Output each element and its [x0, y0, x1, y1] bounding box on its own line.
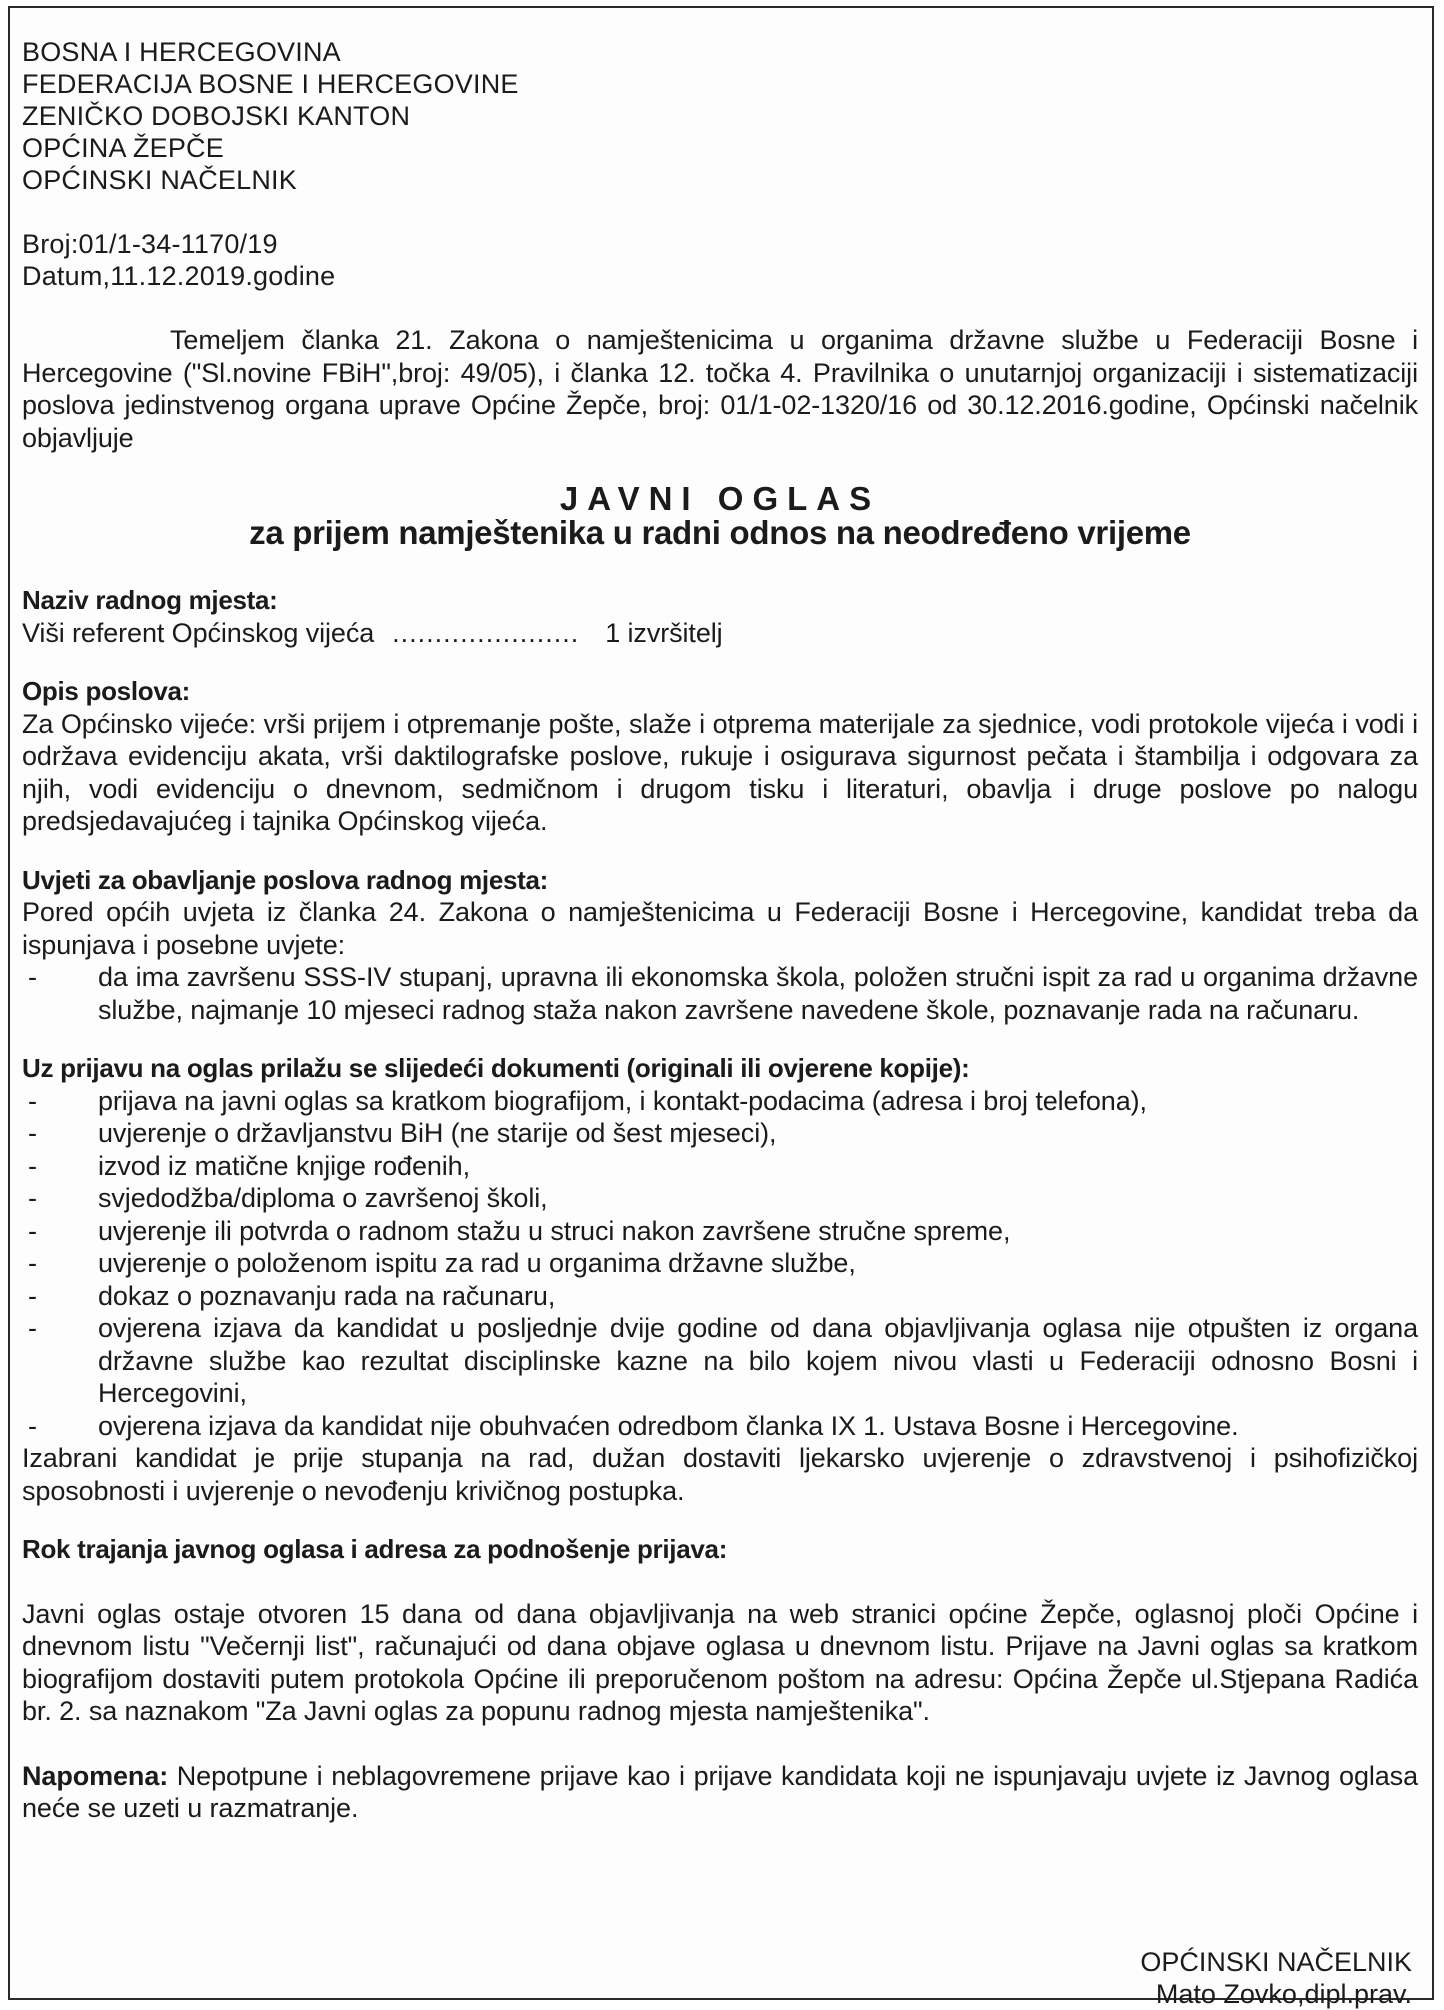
deadline-paragraph: Javni oglas ostaje otvoren 15 dana od dana objavljivanja na web stranici općine Žepče, oglasnoj ploči Općine i dnevnom listu "Večernji list", računajući od dana objave oglasa u dnevnom listu. Prijave na Javni oglas sa kratkom biografijom dostaviti putem protokola Općine ili preporučenom poštom na adresu: Općina Žepče ul.Stjepana Radića br. 2. sa naznakom "Za Javni oglas za popunu radnog mjesta namještenika". — [22, 1598, 1418, 1726]
remark-label: Napomena: — [22, 1760, 169, 1791]
list-item: - prijava na javni oglas sa kratkom biografijom, i kontakt-podacima (adresa i broj telefona), — [22, 1085, 1418, 1118]
list-item: - uvjerenje o položenom ispitu za rad u organima državne službe, — [22, 1247, 1418, 1280]
intro-paragraph: Temeljem članka 21. Zakona o namještenicima u organima državne službe u Federaciji Bosne i Hercegovine ("Sl.novine FBiH",broj: 49/05), i članka 12. točka 4. Pravilnika o unutarnjoj organizaciji i sistematizaciji poslova jedinstvenog organa uprave Općine Žepče, broj: 01/1-02-1320/16 od 30.12.2016.godine, Općinski načelnik objavljuje — [22, 325, 1418, 453]
section-heading-documents: Uz prijavu na oglas prilažu se slijedeći dokumenti (originali ili ovjerene kopije): — [22, 1053, 970, 1083]
position-line — [22, 617, 1418, 650]
position-name: Viši referent Općinskog vijeća — [22, 617, 375, 648]
list-item: - ovjerena izjava da kandidat u posljednje dvije godine od dana objavljivanja oglasa nije otpušten iz organa državne službe kao rezultat disciplinske kazne na bilo kojem nivou vlasti u Federaciji odnosno Bosni i Hercegovini, — [22, 1312, 1418, 1410]
duties-paragraph: Za Općinsko vijeće: vrši prijem i otpremanje pošte, slaže i otprema materijale za sjednice, vodi protokole vijeća i vodi i održava evidenciju akata, vrši daktilografske poslove, rukuje i osigurava sigurnost pečata i štambilja i odgovara za njih, vodi evidenciju o dnevnom, sedmičnom i drugom tisku i literaturi, obavlja i druge poslove po nalogu predsjedavajućeg i tajnika Općinskog vijeća. — [22, 708, 1418, 836]
signature-name: Mato Zovko,dipl.prav. — [1155, 1979, 1412, 2009]
list-item: - ovjerena izjava da kandidat nije obuhvaćen odredbom članka IX 1. Ustava Bosne i Hercegovine. — [22, 1410, 1418, 1443]
documents-list — [22, 1085, 1418, 1443]
issuer-header — [22, 36, 1418, 196]
header-line-canton: ZENIČKO DOBOJSKI KANTON — [22, 101, 411, 131]
remark-text: Nepotpune i neblagovremene prijave kao i prijave kandidata koji ne ispunjavaju uvjete iz Javnog oglasa neće se uzeti u razmatranje. — [22, 1760, 1418, 1823]
header-line-federation: FEDERACIJA BOSNE I HERCEGOVINE — [22, 69, 519, 99]
list-item: - svjedodžba/diploma o završenoj školi, — [22, 1182, 1418, 1215]
list-item: - da ima završenu SSS-IV stupanj, upravna ili ekonomska škola, položen stručni ispit za rad u organima državne službe, najmanje 10 mjeseci radnog staža nakon završene navedene škole, poznavanje rada na računaru. — [22, 961, 1418, 1026]
list-item: - uvjerenje o državljanstvu BiH (ne starije od šest mjeseci), — [22, 1117, 1418, 1150]
spacer — [22, 1566, 1418, 1598]
list-item: - izvod iz matične knjige rođenih, — [22, 1150, 1418, 1183]
reference-number: Broj:01/1-34-1170/19 — [22, 229, 278, 259]
documents-note: Izabrani kandidat je prije stupanja na rad, dužan dostaviti ljekarsko uvjerenje o zdravstvenoj i psihofizičkoj sposobnosti i uvjerenje o nevođenju krivičnog postupka. — [22, 1443, 1418, 1506]
reference-date: Datum,11.12.2019.godine — [22, 261, 336, 291]
title-subtitle: za prijem namještenika u radni odnos na neodređeno vrijeme — [249, 514, 1191, 551]
notice-title — [22, 482, 1418, 550]
spacer — [22, 292, 1418, 324]
section-heading-requirements: Uvjeti za obavljanje poslova radnog mjesta: — [22, 864, 549, 895]
spacer — [22, 196, 1418, 228]
section-heading-duties: Opis poslova: — [22, 676, 191, 706]
section-heading-position: Naziv radnog mjesta: — [22, 585, 278, 615]
reference-block — [22, 228, 1418, 292]
header-line-country: BOSNA I HERCEGOVINA — [22, 37, 341, 67]
list-item: - dokaz o poznavanju rada na računaru, — [22, 1280, 1418, 1313]
spacer — [22, 1728, 1418, 1760]
title-main: JAVNI OGLAS — [559, 480, 881, 517]
section-heading-deadline: Rok trajanja javnog oglasa i adresa za podnošenje prijava: — [22, 1534, 728, 1564]
header-line-municipality: OPĆINA ŽEPČE — [22, 133, 224, 163]
signature-block — [1140, 1946, 1412, 2010]
notice-document — [8, 6, 1434, 2009]
position-dots: ...................... — [392, 617, 580, 648]
notice-content — [22, 36, 1418, 1825]
signature-title: OPĆINSKI NAČELNIK — [1140, 1947, 1412, 1977]
header-line-office: OPĆINSKI NAČELNIK — [22, 165, 297, 195]
requirements-paragraph: Pored općih uvjeta iz članka 24. Zakona o namještenicima u Federaciji Bosne i Hercegovine, kandidat treba da ispunjava i posebne uvjete: — [22, 897, 1418, 960]
list-item: - uvjerenje ili potvrda o radnom stažu u struci nakon završene stručne spreme, — [22, 1215, 1418, 1248]
requirements-list — [22, 961, 1418, 1026]
position-count: 1 izvršitelj — [605, 617, 723, 648]
remark-paragraph — [22, 1760, 1418, 1825]
